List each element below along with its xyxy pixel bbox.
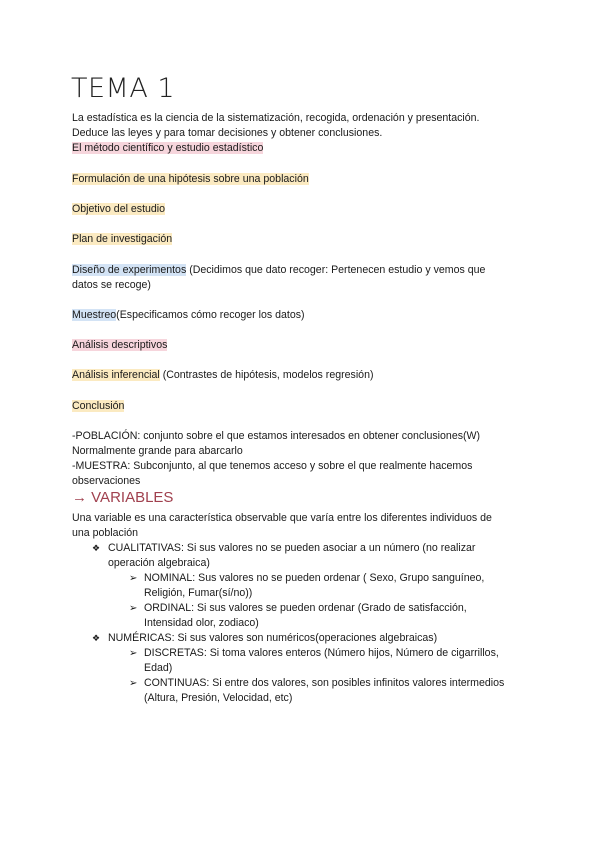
definition-poblacion: -POBLACIÓN: conjunto sobre el que estamos interesados en obtener conclusiones(W) — [72, 430, 481, 442]
variables-heading: → VARIABLES — [72, 489, 174, 506]
continuas-line-1: CONTINUAS: Si entre dos valores, son posibles infinitos valores intermedios — [144, 677, 505, 689]
step-inferencial-text: Análisis inferencial — [72, 369, 160, 381]
step-muestreo-note: (Especificamos cómo recoger los datos) — [116, 309, 305, 321]
variables-definition-2: una población — [72, 527, 138, 539]
step-formulacion — [72, 172, 309, 187]
step-diseno — [72, 263, 485, 278]
numericas-line: NUMÉRICAS: Si sus valores son numéricos(operaciones algebraicas) — [108, 632, 438, 644]
step-inferencial-note: (Contrastes de hipótesis, modelos regresión) — [159, 369, 374, 381]
step-descriptivos-text: Análisis descriptivos — [72, 339, 168, 351]
cualitativas-line-1: CUALITATIVAS: Si sus valores no se pueden asociar a un número (no realizar — [108, 542, 476, 554]
method-heading — [72, 141, 263, 156]
continuas-line-2: (Altura, Presión, Velocidad, etc) — [144, 692, 293, 704]
step-conclusion — [72, 399, 124, 414]
diamond-bullet-icon: ❖ — [92, 543, 101, 553]
step-muestreo-text: Muestreo — [72, 309, 117, 321]
nominal-line-2: Religión, Fumar(sí/no)) — [144, 587, 253, 599]
definition-muestra-cont: observaciones — [72, 475, 141, 487]
step-diseno-note-2: datos se recoge) — [72, 279, 151, 291]
step-descriptivos — [72, 338, 167, 353]
step-objetivo-text: Objetivo del estudio — [72, 203, 166, 215]
method-heading-text: El método científico y estudio estadístico — [72, 142, 264, 154]
diamond-bullet-icon: ❖ — [92, 633, 101, 643]
nominal-line-1: NOMINAL: Sus valores no se pueden ordenar ( Sexo, Grupo sanguíneo, — [144, 572, 485, 584]
arrow-bullet-icon: ➢ — [129, 648, 138, 659]
step-conclusion-text: Conclusión — [72, 400, 125, 412]
ordinal-line-2: Intensidad olor, zodiaco) — [144, 617, 259, 629]
discretas-line-1: DISCRETAS: Si toma valores enteros (Número hijos, Número de cigarrillos, — [144, 647, 499, 659]
step-muestreo — [72, 308, 305, 323]
discretas-line-2: Edad) — [144, 662, 173, 674]
page-title: TEMA 1 — [71, 73, 176, 104]
variables-definition-1: Una variable es una característica observable que varía entre los diferentes individuos de — [72, 512, 492, 524]
arrow-bullet-icon: ➢ — [129, 678, 138, 689]
intro-line-1: La estadística es la ciencia de la sistematización, recogida, ordenación y presentación. — [72, 112, 480, 124]
step-plan — [72, 232, 172, 247]
arrow-bullet-icon: ➢ — [129, 573, 138, 584]
step-objetivo — [72, 202, 165, 217]
definition-poblacion-cont: Normalmente grande para abarcarlo — [72, 445, 243, 457]
cualitativas-line-2: operación algebraica) — [108, 557, 210, 569]
intro-line-2: Deduce las leyes y para tomar decisiones y obtener conclusiones. — [72, 127, 383, 139]
step-diseno-note: (Decidimos que dato recoger: Pertenecen estudio y vemos que — [186, 264, 486, 276]
step-inferencial — [72, 368, 374, 383]
step-formulacion-text: Formulación de una hipótesis sobre una población — [72, 173, 309, 185]
definition-muestra: -MUESTRA: Subconjunto, al que tenemos acceso y sobre el que realmente hacemos — [72, 460, 473, 472]
arrow-bullet-icon: ➢ — [129, 603, 138, 614]
step-plan-text: Plan de investigación — [72, 233, 173, 245]
ordinal-line-1: ORDINAL: Si sus valores se pueden ordenar (Grado de satisfacción, — [144, 602, 467, 614]
step-diseno-text: Diseño de experimentos — [72, 264, 187, 276]
